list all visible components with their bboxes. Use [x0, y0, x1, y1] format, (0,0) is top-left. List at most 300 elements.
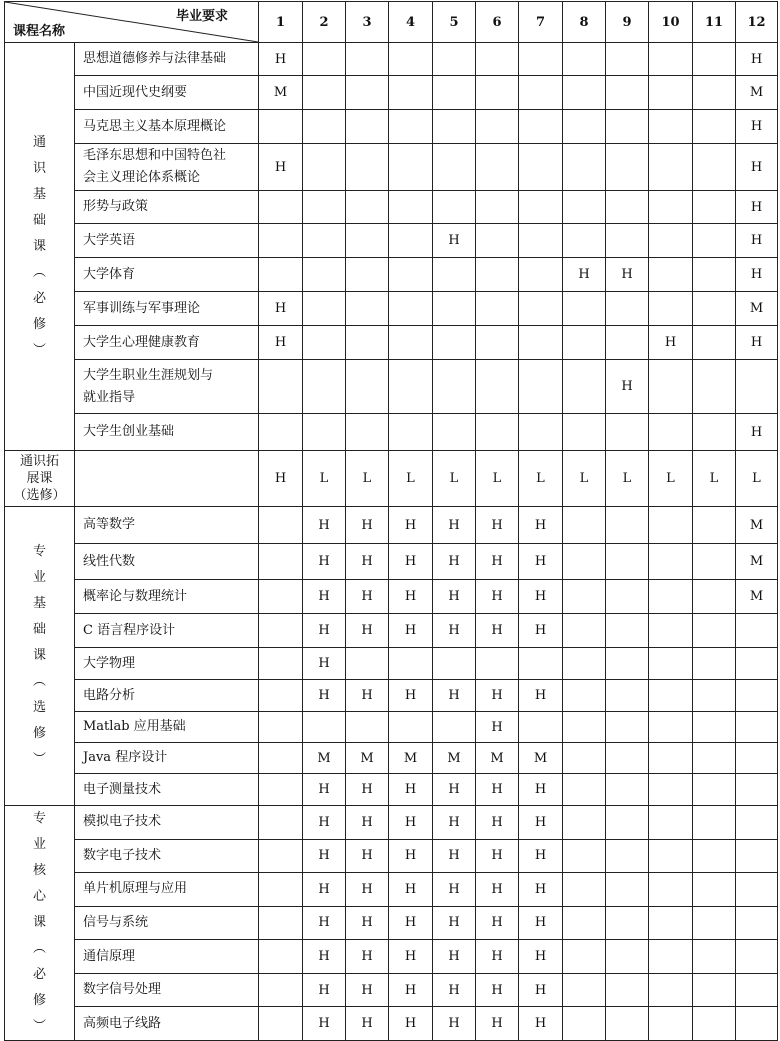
table-row: [5, 774, 778, 806]
requirement-cell: [303, 110, 346, 144]
course-name-cell: 单片机原理与应用: [75, 873, 259, 907]
requirement-cell: [433, 414, 476, 451]
requirement-cell: [693, 648, 736, 680]
requirement-cell: [563, 873, 606, 907]
course-name-cell: 通信原理: [75, 940, 259, 974]
requirement-cell: [649, 1007, 693, 1041]
curriculum-matrix-table: [4, 1, 778, 1041]
requirement-cell: [693, 580, 736, 614]
requirement-cell: L: [563, 451, 606, 507]
category-char: 基: [32, 186, 46, 202]
requirement-cell: M: [736, 507, 778, 544]
column-header: 7: [519, 2, 563, 43]
requirement-cell: [606, 292, 649, 326]
requirement-cell: H: [346, 940, 389, 974]
requirement-cell: [736, 712, 778, 743]
requirement-cell: M: [476, 743, 519, 774]
requirement-cell: [303, 258, 346, 292]
requirement-cell: [649, 774, 693, 806]
requirement-cell: [606, 614, 649, 648]
requirement-cell: [259, 973, 303, 1007]
requirement-cell: [563, 544, 606, 580]
requirement-cell: [259, 873, 303, 907]
requirements-label: 毕业要求: [175, 9, 228, 24]
requirement-cell: [563, 110, 606, 144]
requirement-cell: H: [303, 648, 346, 680]
requirement-cell: L: [606, 451, 649, 507]
requirement-cell: [519, 144, 563, 191]
requirement-cell: [736, 360, 778, 414]
requirement-cell: [259, 224, 303, 258]
requirement-cell: H: [346, 614, 389, 648]
requirement-cell: [563, 806, 606, 840]
requirement-cell: [649, 258, 693, 292]
table-row: [5, 258, 778, 292]
requirement-cell: H: [346, 806, 389, 840]
requirement-cell: H: [476, 973, 519, 1007]
requirement-cell: [736, 973, 778, 1007]
table-row: [5, 414, 778, 451]
requirement-cell: H: [303, 680, 346, 712]
requirement-cell: [736, 839, 778, 873]
requirement-cell: M: [519, 743, 563, 774]
requirement-cell: H: [389, 544, 433, 580]
requirement-cell: [736, 743, 778, 774]
header-row: [5, 2, 778, 43]
table-row: [5, 110, 778, 144]
requirement-cell: [433, 110, 476, 144]
requirement-cell: H: [519, 806, 563, 840]
category-char: ︵: [32, 264, 46, 280]
requirement-cell: [346, 110, 389, 144]
requirement-cell: H: [736, 414, 778, 451]
table-row: [5, 224, 778, 258]
requirement-cell: [389, 76, 433, 110]
requirement-cell: [476, 648, 519, 680]
requirement-cell: L: [389, 451, 433, 507]
requirement-cell: [693, 680, 736, 712]
requirement-cell: [476, 191, 519, 224]
requirement-cell: H: [346, 839, 389, 873]
requirement-cell: H: [736, 326, 778, 360]
requirement-cell: [303, 144, 346, 191]
requirement-cell: L: [346, 451, 389, 507]
requirement-cell: [563, 1007, 606, 1041]
column-header: 8: [563, 2, 606, 43]
requirement-cell: [649, 873, 693, 907]
requirement-cell: H: [346, 507, 389, 544]
requirement-cell: H: [433, 680, 476, 712]
requirement-cell: [736, 806, 778, 840]
category-line: 展课: [26, 471, 53, 486]
column-header: 9: [606, 2, 649, 43]
requirement-cell: H: [259, 292, 303, 326]
requirement-cell: H: [389, 806, 433, 840]
category-cell: [5, 507, 75, 806]
requirement-cell: [389, 144, 433, 191]
requirement-cell: H: [433, 906, 476, 940]
table-row: [5, 360, 778, 414]
table-row: [5, 614, 778, 648]
requirement-cell: [606, 580, 649, 614]
requirement-cell: [736, 680, 778, 712]
course-name-cell: 大学英语: [75, 224, 259, 258]
requirement-cell: [606, 743, 649, 774]
requirement-cell: [606, 191, 649, 224]
requirement-cell: [606, 76, 649, 110]
requirement-cell: [433, 360, 476, 414]
table-row: [5, 743, 778, 774]
category-char: 必: [32, 967, 46, 982]
requirement-cell: H: [303, 873, 346, 907]
requirement-cell: [736, 648, 778, 680]
course-name-cell: C 语言程序设计: [75, 614, 259, 648]
column-header: 3: [346, 2, 389, 43]
requirement-cell: H: [433, 873, 476, 907]
requirement-cell: H: [736, 258, 778, 292]
requirement-cell: L: [519, 451, 563, 507]
requirement-cell: H: [389, 839, 433, 873]
requirement-cell: [476, 414, 519, 451]
table-row: [5, 873, 778, 907]
category-char: ︶: [32, 1019, 46, 1034]
course-name-cell: 模拟电子技术: [75, 806, 259, 840]
category-char: 课: [32, 648, 46, 663]
requirement-cell: [259, 774, 303, 806]
requirement-cell: [563, 648, 606, 680]
requirement-cell: M: [433, 743, 476, 774]
table-row: [5, 292, 778, 326]
requirement-cell: [303, 414, 346, 451]
course-name-cell: 中国近现代史纲要: [75, 76, 259, 110]
requirement-cell: [259, 360, 303, 414]
course-name-cell: 大学生创业基础: [75, 414, 259, 451]
requirement-cell: H: [259, 451, 303, 507]
category-char: ︵: [32, 674, 46, 689]
course-name-cell: 信号与系统: [75, 906, 259, 940]
requirement-cell: [649, 110, 693, 144]
requirement-cell: [649, 191, 693, 224]
requirement-cell: [346, 326, 389, 360]
requirement-cell: [606, 110, 649, 144]
requirement-cell: [519, 414, 563, 451]
requirement-cell: H: [519, 906, 563, 940]
requirement-cell: [606, 414, 649, 451]
requirement-cell: [563, 507, 606, 544]
requirement-cell: [693, 712, 736, 743]
requirement-cell: H: [346, 973, 389, 1007]
requirement-cell: [649, 680, 693, 712]
requirement-cell: [563, 712, 606, 743]
requirement-cell: H: [389, 614, 433, 648]
requirement-cell: [563, 680, 606, 712]
category-line: （选修）: [13, 488, 66, 503]
requirement-cell: [606, 1007, 649, 1041]
category-line: 通识拓: [19, 454, 59, 469]
requirement-cell: [259, 191, 303, 224]
requirement-cell: H: [303, 940, 346, 974]
requirement-cell: [693, 774, 736, 806]
requirement-cell: H: [476, 774, 519, 806]
requirement-cell: [303, 326, 346, 360]
requirement-cell: [389, 648, 433, 680]
category-char: 选: [32, 700, 46, 715]
requirement-cell: [519, 326, 563, 360]
requirement-cell: [519, 292, 563, 326]
course-name-cell: 马克思主义基本原理概论: [75, 110, 259, 144]
requirement-cell: [346, 144, 389, 191]
course-name-cell: 军事训练与军事理论: [75, 292, 259, 326]
requirement-cell: [563, 76, 606, 110]
category-char: ︵: [32, 941, 46, 956]
requirement-cell: H: [389, 973, 433, 1007]
requirement-cell: [519, 360, 563, 414]
requirement-cell: [519, 76, 563, 110]
course-name-line: 大学生职业生涯规划与: [83, 367, 214, 383]
requirement-cell: [606, 873, 649, 907]
requirement-cell: [693, 873, 736, 907]
requirement-cell: [346, 224, 389, 258]
table-row: [5, 43, 778, 76]
requirement-cell: [649, 507, 693, 544]
requirement-cell: [649, 614, 693, 648]
column-header: 6: [476, 2, 519, 43]
category-char: 修: [32, 993, 46, 1008]
requirement-cell: [693, 507, 736, 544]
requirement-cell: [346, 414, 389, 451]
requirement-cell: H: [346, 873, 389, 907]
requirement-cell: H: [736, 43, 778, 76]
requirement-cell: [346, 76, 389, 110]
requirement-cell: [649, 544, 693, 580]
requirement-cell: [563, 326, 606, 360]
requirement-cell: [736, 873, 778, 907]
requirement-cell: [563, 580, 606, 614]
course-name-cell: 大学体育: [75, 258, 259, 292]
course-name-cell: 高等数学: [75, 507, 259, 544]
course-name-cell: 形势与政策: [75, 191, 259, 224]
category-char: 修: [32, 316, 46, 332]
requirement-cell: [259, 839, 303, 873]
course-name-cell: 大学生心理健康教育: [75, 326, 259, 360]
category-char: ︶: [32, 752, 46, 767]
requirement-cell: H: [476, 507, 519, 544]
requirement-cell: [259, 712, 303, 743]
requirement-cell: [736, 614, 778, 648]
requirement-cell: H: [303, 774, 346, 806]
requirement-cell: H: [303, 973, 346, 1007]
requirement-cell: M: [346, 743, 389, 774]
requirement-cell: [563, 839, 606, 873]
requirement-cell: [693, 973, 736, 1007]
requirement-cell: H: [519, 774, 563, 806]
requirement-cell: [259, 614, 303, 648]
requirement-cell: [736, 906, 778, 940]
table-row: [5, 191, 778, 224]
category-char: 识: [32, 160, 46, 176]
requirement-cell: [563, 224, 606, 258]
requirement-cell: [433, 292, 476, 326]
requirement-cell: H: [519, 973, 563, 1007]
requirement-cell: [606, 973, 649, 1007]
course-label: 课程名称: [13, 24, 66, 39]
requirement-cell: [693, 414, 736, 451]
requirement-cell: H: [736, 144, 778, 191]
requirement-cell: [736, 940, 778, 974]
requirement-cell: M: [736, 292, 778, 326]
requirement-cell: [259, 648, 303, 680]
requirement-cell: [303, 191, 346, 224]
requirement-cell: H: [389, 774, 433, 806]
requirement-cell: H: [389, 1007, 433, 1041]
requirement-cell: H: [736, 224, 778, 258]
requirement-cell: H: [476, 906, 519, 940]
requirement-cell: M: [736, 76, 778, 110]
requirement-cell: [693, 76, 736, 110]
requirement-cell: H: [303, 614, 346, 648]
requirement-cell: [476, 110, 519, 144]
course-name-cell: [75, 360, 259, 414]
requirement-cell: [606, 940, 649, 974]
table-row: [5, 648, 778, 680]
requirement-cell: [736, 1007, 778, 1041]
requirement-cell: [693, 743, 736, 774]
requirement-cell: H: [303, 544, 346, 580]
requirement-cell: [693, 839, 736, 873]
requirement-cell: [346, 648, 389, 680]
requirement-cell: [649, 839, 693, 873]
requirement-cell: [389, 360, 433, 414]
requirement-cell: [693, 544, 736, 580]
requirement-cell: [303, 360, 346, 414]
course-name-cell: 电路分析: [75, 680, 259, 712]
requirement-cell: H: [736, 110, 778, 144]
requirement-cell: [519, 648, 563, 680]
requirement-cell: H: [303, 1007, 346, 1041]
table-row: [5, 144, 778, 191]
requirement-cell: L: [433, 451, 476, 507]
course-name-cell: 线性代数: [75, 544, 259, 580]
requirement-cell: [259, 110, 303, 144]
requirement-cell: [259, 1007, 303, 1041]
requirement-cell: H: [476, 839, 519, 873]
requirement-cell: H: [476, 1007, 519, 1041]
column-header: 1: [259, 2, 303, 43]
category-char: ︶: [32, 342, 46, 358]
requirement-cell: [346, 43, 389, 76]
table-row: [5, 1007, 778, 1041]
requirement-cell: [476, 76, 519, 110]
requirement-cell: [649, 648, 693, 680]
table-row: [5, 326, 778, 360]
requirement-cell: L: [649, 451, 693, 507]
requirement-cell: H: [433, 614, 476, 648]
category-char: 核: [32, 863, 46, 878]
requirement-cell: [259, 940, 303, 974]
requirement-cell: H: [259, 43, 303, 76]
requirement-cell: [346, 292, 389, 326]
requirement-cell: [606, 43, 649, 76]
requirement-cell: [476, 258, 519, 292]
requirement-cell: [606, 144, 649, 191]
requirement-cell: L: [476, 451, 519, 507]
requirement-cell: H: [433, 973, 476, 1007]
requirement-cell: [606, 774, 649, 806]
requirement-cell: [563, 360, 606, 414]
table-row: [5, 580, 778, 614]
requirement-cell: [649, 43, 693, 76]
requirement-cell: [303, 292, 346, 326]
requirement-cell: [259, 906, 303, 940]
requirement-cell: [606, 806, 649, 840]
requirement-cell: H: [476, 873, 519, 907]
requirement-cell: [693, 43, 736, 76]
requirement-cell: [259, 580, 303, 614]
requirement-cell: L: [736, 451, 778, 507]
requirement-cell: M: [736, 544, 778, 580]
requirement-cell: [346, 712, 389, 743]
category-char: 课: [32, 915, 46, 930]
requirement-cell: H: [606, 258, 649, 292]
matrix-body: [5, 43, 778, 1041]
requirement-cell: H: [303, 806, 346, 840]
requirement-cell: [649, 940, 693, 974]
requirement-cell: [259, 544, 303, 580]
column-header: 12: [736, 2, 778, 43]
requirement-cell: [693, 224, 736, 258]
requirement-cell: [476, 144, 519, 191]
requirement-cell: [563, 144, 606, 191]
course-name-cell: 高频电子线路: [75, 1007, 259, 1041]
requirement-cell: L: [303, 451, 346, 507]
requirement-cell: H: [346, 906, 389, 940]
requirement-cell: [259, 507, 303, 544]
requirement-cell: [693, 906, 736, 940]
category-char: 课: [32, 238, 46, 254]
requirement-cell: [606, 680, 649, 712]
requirement-cell: [389, 292, 433, 326]
requirement-cell: H: [389, 507, 433, 544]
requirement-cell: [389, 712, 433, 743]
requirement-cell: H: [389, 873, 433, 907]
column-header: 4: [389, 2, 433, 43]
requirement-cell: [346, 360, 389, 414]
requirement-cell: H: [303, 580, 346, 614]
requirement-cell: H: [519, 873, 563, 907]
requirement-cell: [476, 43, 519, 76]
requirement-cell: [563, 743, 606, 774]
requirement-cell: [693, 940, 736, 974]
requirement-cell: H: [476, 680, 519, 712]
requirement-cell: [389, 191, 433, 224]
course-name-line: 会主义理论体系概论: [83, 170, 201, 185]
requirement-cell: [519, 258, 563, 292]
diagonal-header-cell: [5, 2, 259, 43]
requirement-cell: [519, 712, 563, 743]
requirement-cell: [563, 614, 606, 648]
requirement-cell: [563, 940, 606, 974]
requirement-cell: [693, 110, 736, 144]
course-name-cell: [75, 451, 259, 507]
requirement-cell: H: [433, 774, 476, 806]
requirement-cell: [259, 806, 303, 840]
requirement-cell: H: [519, 940, 563, 974]
requirement-cell: [606, 544, 649, 580]
requirement-cell: [519, 191, 563, 224]
requirement-cell: [649, 224, 693, 258]
course-name-cell: [75, 144, 259, 191]
course-name-cell: 数字信号处理: [75, 973, 259, 1007]
